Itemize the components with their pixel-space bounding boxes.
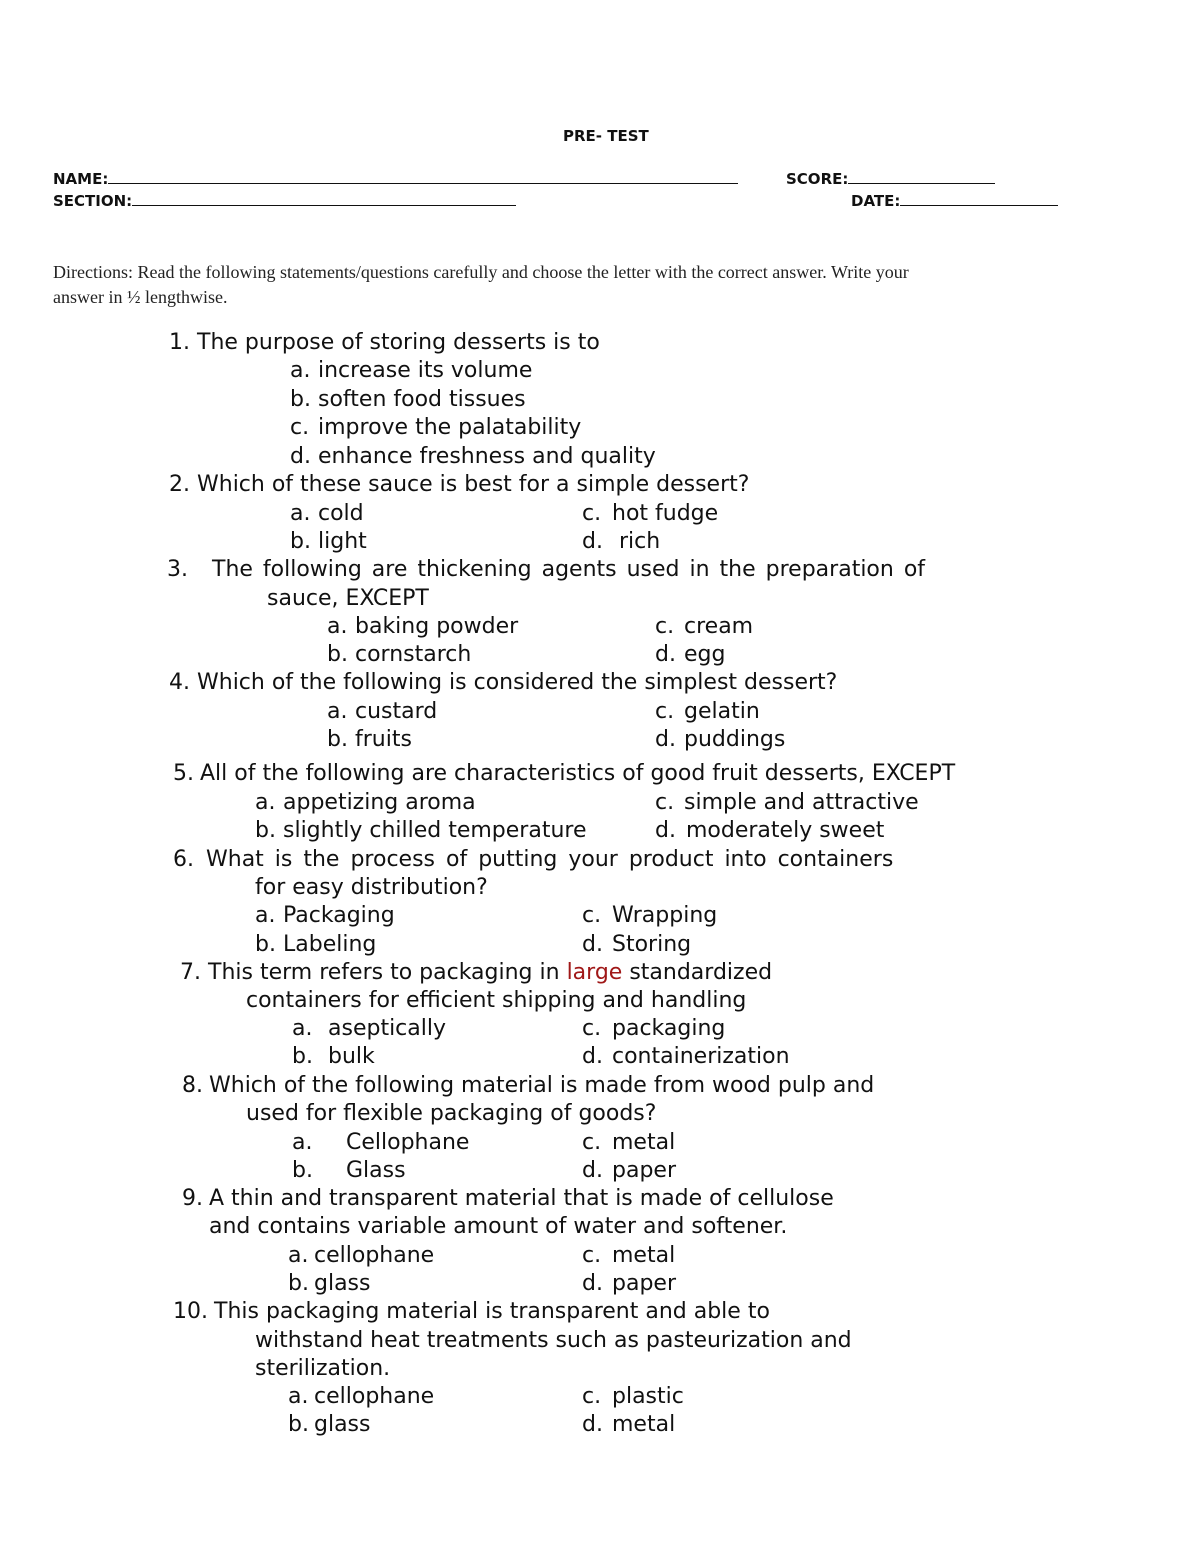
directions-line-2: answer in ½ lengthwise.	[53, 287, 228, 307]
option-letter: c.	[582, 1384, 602, 1409]
question-7-text	[208, 960, 772, 985]
option-letter: c.	[290, 415, 310, 440]
question-3-text: The following are thickening agents used in the preparation of	[212, 557, 926, 582]
option-letter: b.	[288, 1271, 309, 1296]
option-letter: d.	[582, 932, 603, 957]
option-letter: c.	[582, 501, 602, 526]
question-10-text: This packaging material is transparent and able to	[214, 1299, 770, 1324]
option-text: cornstarch	[355, 642, 472, 667]
option-text: aseptically	[328, 1016, 447, 1041]
option-text: plastic	[612, 1384, 684, 1409]
option-text: bulk	[328, 1044, 375, 1069]
option-text: egg	[684, 642, 726, 667]
question-7-text-part: standardized	[622, 960, 773, 985]
option-text: cellophane	[314, 1243, 435, 1268]
option-letter: d.	[582, 1044, 603, 1069]
option-letter: d.	[582, 1271, 603, 1296]
option-letter: d.	[582, 1158, 603, 1183]
question-6-text-cont: for easy distribution?	[255, 875, 488, 900]
question-2-text: Which of these sauce is best for a simple dessert?	[197, 472, 750, 497]
option-text: packaging	[612, 1016, 726, 1041]
name-blank	[108, 169, 738, 184]
option-letter: a.	[255, 903, 276, 928]
option-text: Wrapping	[612, 903, 718, 928]
option-letter: d.	[582, 1412, 603, 1437]
section-blank	[132, 191, 516, 206]
option-text: Glass	[346, 1158, 406, 1183]
option-text: soften food tissues	[318, 387, 526, 412]
option-text: gelatin	[684, 699, 760, 724]
option-text: moderately sweet	[686, 818, 885, 843]
option-text: rich	[619, 529, 661, 554]
question-9-number: 9.	[182, 1186, 203, 1211]
page-title: PRE- TEST	[563, 127, 649, 145]
option-text: paper	[612, 1158, 676, 1183]
question-6-text: What is the process of putting your product into containers	[206, 847, 894, 872]
option-letter: d.	[290, 444, 311, 469]
option-letter: b.	[327, 727, 348, 752]
option-letter: b.	[327, 642, 348, 667]
option-text: containerization	[612, 1044, 790, 1069]
option-text: custard	[355, 699, 438, 724]
option-text: cold	[318, 501, 364, 526]
option-text: improve the palatability	[318, 415, 582, 440]
section-field	[53, 191, 516, 210]
option-letter: c.	[582, 1243, 602, 1268]
name-field	[53, 169, 738, 188]
directions-line-1: Directions: Read the following statements/questions carefully and choose the letter with the correct answer. Write your	[53, 262, 909, 282]
option-letter: d.	[655, 818, 676, 843]
question-5-number: 5.	[173, 761, 194, 786]
question-6-number: 6.	[173, 847, 194, 872]
question-8-text-cont: used for flexible packaging of goods?	[246, 1101, 657, 1126]
question-4-text: Which of the following is considered the simplest dessert?	[197, 670, 838, 695]
option-text: baking powder	[355, 614, 519, 639]
option-text: metal	[612, 1130, 676, 1155]
option-text: Cellophane	[346, 1130, 470, 1155]
option-text: cellophane	[314, 1384, 435, 1409]
option-letter: d.	[655, 642, 676, 667]
option-text: light	[318, 529, 367, 554]
option-text: Labeling	[283, 932, 377, 957]
name-label: NAME:	[53, 170, 109, 188]
question-4-number: 4.	[169, 670, 190, 695]
option-letter: b.	[292, 1158, 313, 1183]
option-letter: c.	[582, 1130, 602, 1155]
option-text: glass	[314, 1412, 371, 1437]
option-text: simple and attractive	[684, 790, 919, 815]
option-letter: c.	[582, 903, 602, 928]
option-letter: c.	[655, 699, 675, 724]
score-blank	[848, 169, 995, 184]
option-letter: a.	[327, 614, 348, 639]
date-label: DATE:	[851, 192, 901, 210]
option-letter: a.	[290, 358, 311, 383]
question-3-number: 3.	[167, 557, 188, 582]
option-letter: a.	[292, 1130, 313, 1155]
question-10-number: 10.	[173, 1299, 208, 1324]
question-7-text-cont: containers for efficient shipping and handling	[246, 988, 747, 1013]
option-text: Storing	[612, 932, 692, 957]
option-text: enhance freshness and quality	[318, 444, 656, 469]
option-text: puddings	[684, 727, 786, 752]
option-letter: b.	[255, 932, 276, 957]
option-text: appetizing aroma	[283, 790, 476, 815]
option-letter: b.	[288, 1412, 309, 1437]
question-10-text-cont: withstand heat treatments such as pasteurization and	[255, 1328, 852, 1353]
question-5-text: All of the following are characteristics of good fruit desserts, EXCEPT	[200, 761, 956, 786]
option-text: cream	[684, 614, 754, 639]
option-letter: a.	[255, 790, 276, 815]
question-3-text-cont: sauce, EXCEPT	[267, 586, 429, 611]
question-10-text-cont: sterilization.	[255, 1356, 391, 1381]
option-letter: d.	[655, 727, 676, 752]
option-text: Packaging	[283, 903, 395, 928]
highlighted-word: large	[566, 960, 623, 985]
option-letter: b.	[290, 529, 311, 554]
option-letter: a.	[288, 1384, 309, 1409]
option-text: metal	[612, 1243, 676, 1268]
question-8-number: 8.	[182, 1073, 203, 1098]
score-field	[786, 169, 995, 188]
date-blank	[900, 191, 1058, 206]
question-1-text: The purpose of storing desserts is to	[197, 330, 600, 355]
option-letter: c.	[582, 1016, 602, 1041]
option-text: paper	[612, 1271, 676, 1296]
option-letter: a.	[327, 699, 348, 724]
option-letter: c.	[655, 790, 675, 815]
option-letter: b.	[292, 1044, 313, 1069]
question-7-number: 7.	[180, 960, 201, 985]
date-field	[851, 191, 1058, 210]
question-1-number: 1.	[169, 330, 190, 355]
option-letter: b.	[290, 387, 311, 412]
question-9-text-cont: and contains variable amount of water and softener.	[209, 1214, 788, 1239]
question-2-number: 2.	[169, 472, 190, 497]
option-letter: a.	[290, 501, 311, 526]
option-letter: b.	[255, 818, 276, 843]
section-label: SECTION:	[53, 192, 133, 210]
option-letter: a.	[288, 1243, 309, 1268]
option-text: slightly chilled temperature	[283, 818, 587, 843]
question-7-text-part: This term refers to packaging in	[208, 960, 567, 985]
option-letter: a.	[292, 1016, 313, 1041]
option-text: fruits	[355, 727, 412, 752]
option-text: glass	[314, 1271, 371, 1296]
option-letter: c.	[655, 614, 675, 639]
score-label: SCORE:	[786, 170, 849, 188]
question-8-text: Which of the following material is made from wood pulp and	[209, 1073, 875, 1098]
option-text: hot fudge	[612, 501, 719, 526]
option-letter: d.	[582, 529, 603, 554]
question-9-text: A thin and transparent material that is made of cellulose	[209, 1186, 834, 1211]
option-text: increase its volume	[318, 358, 533, 383]
option-text: metal	[612, 1412, 676, 1437]
